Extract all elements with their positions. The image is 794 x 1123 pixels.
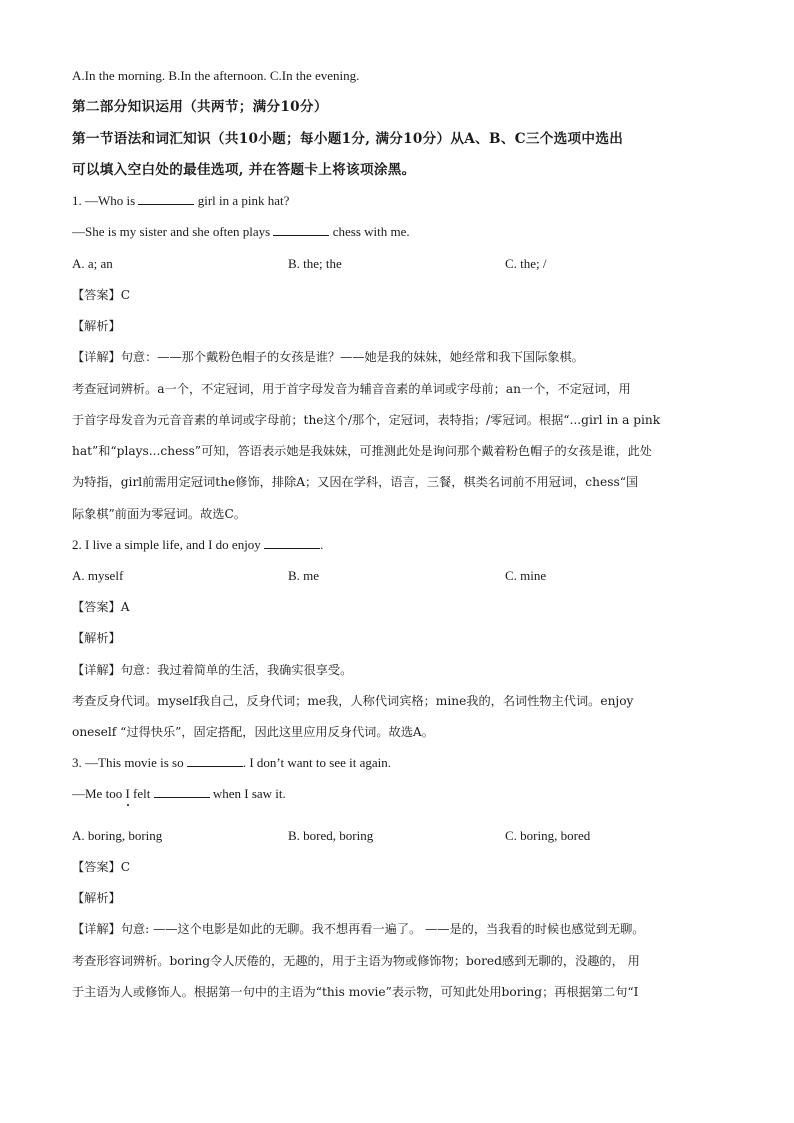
q3-answer: 【答案】C bbox=[72, 860, 131, 874]
q3-detail: 【详解】句意: ——这个电影是如此的无聊。我不想再看一遍了。 ——是的，当我看的时候也感觉到无聊。 bbox=[72, 922, 645, 936]
q1-stem-line2-pre: —She is my sister and she often plays bbox=[72, 224, 274, 239]
q3-stem-line1 bbox=[72, 754, 391, 772]
q1-explanation-line2: 于首字母发音为元音音素的单词或字母前；the这个/那个，定冠词，表特指；/零冠词。根据“...girl in a pink bbox=[72, 413, 661, 427]
part2-heading: 第二部分知识运用（共两节；满分10分） bbox=[72, 99, 328, 115]
q2-answer: 【答案】A bbox=[72, 600, 130, 614]
q2-stem bbox=[72, 536, 323, 554]
q1-detail: 【详解】句意：——那个戴粉色帽子的女孩是谁？——她是我的妹妹，她经常和我下国际象棋。 bbox=[72, 350, 584, 364]
q3-analysis-label: 【解析】 bbox=[72, 891, 121, 905]
q3-stem-line1-post: . I don’t want to see it again. bbox=[242, 755, 391, 770]
q1-explanation-line5: 际象棋”前面为零冠词。故选C。 bbox=[72, 507, 246, 521]
q1-option-a: A. a; an bbox=[72, 256, 113, 271]
q2-analysis-label: 【解析】 bbox=[72, 631, 121, 645]
q2-explanation-line2: oneself “过得快乐”，固定搭配，因此这里应用反身代词。故选A。 bbox=[72, 725, 434, 739]
q3-explanation-line1: 考查形容词辨析。boring令人厌倦的，无趣的，用于主语为物或修饰物；bored感到无聊的，没趣的， 用 bbox=[72, 954, 640, 968]
q2-explanation-line1: 考查反身代词。myself我自己，反身代词；me我，人称代词宾格；mine我的，名词性物主代词。enjoy bbox=[72, 694, 634, 708]
section1-instruction-line2: 可以填入空白处的最佳选项, 并在答题卡上将该项涂黑。 bbox=[72, 162, 416, 178]
q1-stem-line1-pre: 1. —Who is bbox=[72, 193, 139, 208]
q1-stem-line2 bbox=[72, 223, 410, 241]
q1-answer: 【答案】C bbox=[72, 288, 131, 302]
q1-option-c: C. the; / bbox=[505, 256, 547, 271]
q1-stem-line2-post: chess with me. bbox=[329, 224, 410, 239]
q2-blank bbox=[264, 536, 320, 549]
q3-option-c: C. boring, bored bbox=[505, 828, 591, 843]
q3-blank-2 bbox=[154, 785, 210, 798]
q1-stem-line1 bbox=[72, 192, 289, 210]
q3-blank-1 bbox=[187, 754, 243, 767]
section1-instruction-line1: 第一节语法和词汇知识（共10小题；每小题1分, 满分10分）从A、B、C三个选项中选出 bbox=[72, 131, 624, 147]
q2-stem-post: . bbox=[320, 537, 324, 552]
q1-explanation-line4: 为特指，girl前需用定冠词the修饰，排除A；又因在学科，语言，三餐，棋类名词前不用冠词，chess“国 bbox=[72, 475, 639, 489]
q3-stem-line2-post: when I saw it. bbox=[209, 786, 286, 801]
q3-stem-line1-pre: 3. —This movie is so bbox=[72, 755, 187, 770]
stray-dot-mark bbox=[127, 804, 129, 806]
q3-explanation-line2: 于主语为人或修饰人。根据第一句中的主语为“this movie”表示物，可知此处用boring；再根据第二句“I bbox=[72, 985, 639, 999]
q2-option-c: C. mine bbox=[505, 568, 547, 583]
q2-option-a: A. myself bbox=[72, 568, 124, 583]
previous-question-options: A.In the morning. B.In the afternoon. C.In the evening. bbox=[72, 68, 360, 83]
q3-stem-line2-pre: —Me too I felt bbox=[72, 786, 154, 801]
q1-blank-1 bbox=[138, 192, 194, 205]
q1-stem-line1-post: girl in a pink hat? bbox=[194, 193, 290, 208]
q1-explanation-line3: hat”和“plays...chess”可知，答语表示她是我妹妹，可推测此处是询问那个戴着粉色帽子的女孩是谁，此处 bbox=[72, 444, 652, 458]
q1-blank-2 bbox=[273, 223, 329, 236]
q2-stem-pre: 2. I live a simple life, and I do enjoy bbox=[72, 537, 265, 552]
q2-option-b: B. me bbox=[288, 568, 320, 583]
q3-stem-line2 bbox=[72, 785, 286, 803]
q2-detail: 【详解】句意：我过着简单的生活，我确实很享受。 bbox=[72, 663, 353, 677]
q3-option-a: A. boring, boring bbox=[72, 828, 163, 843]
q1-analysis-label: 【解析】 bbox=[72, 319, 121, 333]
q1-explanation-line1: 考查冠词辨析。a一个，不定冠词，用于首字母发音为辅音音素的单词或字母前；an一个，不定冠词，用 bbox=[72, 382, 631, 396]
q3-option-b: B. bored, boring bbox=[288, 828, 374, 843]
q1-option-b: B. the; the bbox=[288, 256, 342, 271]
